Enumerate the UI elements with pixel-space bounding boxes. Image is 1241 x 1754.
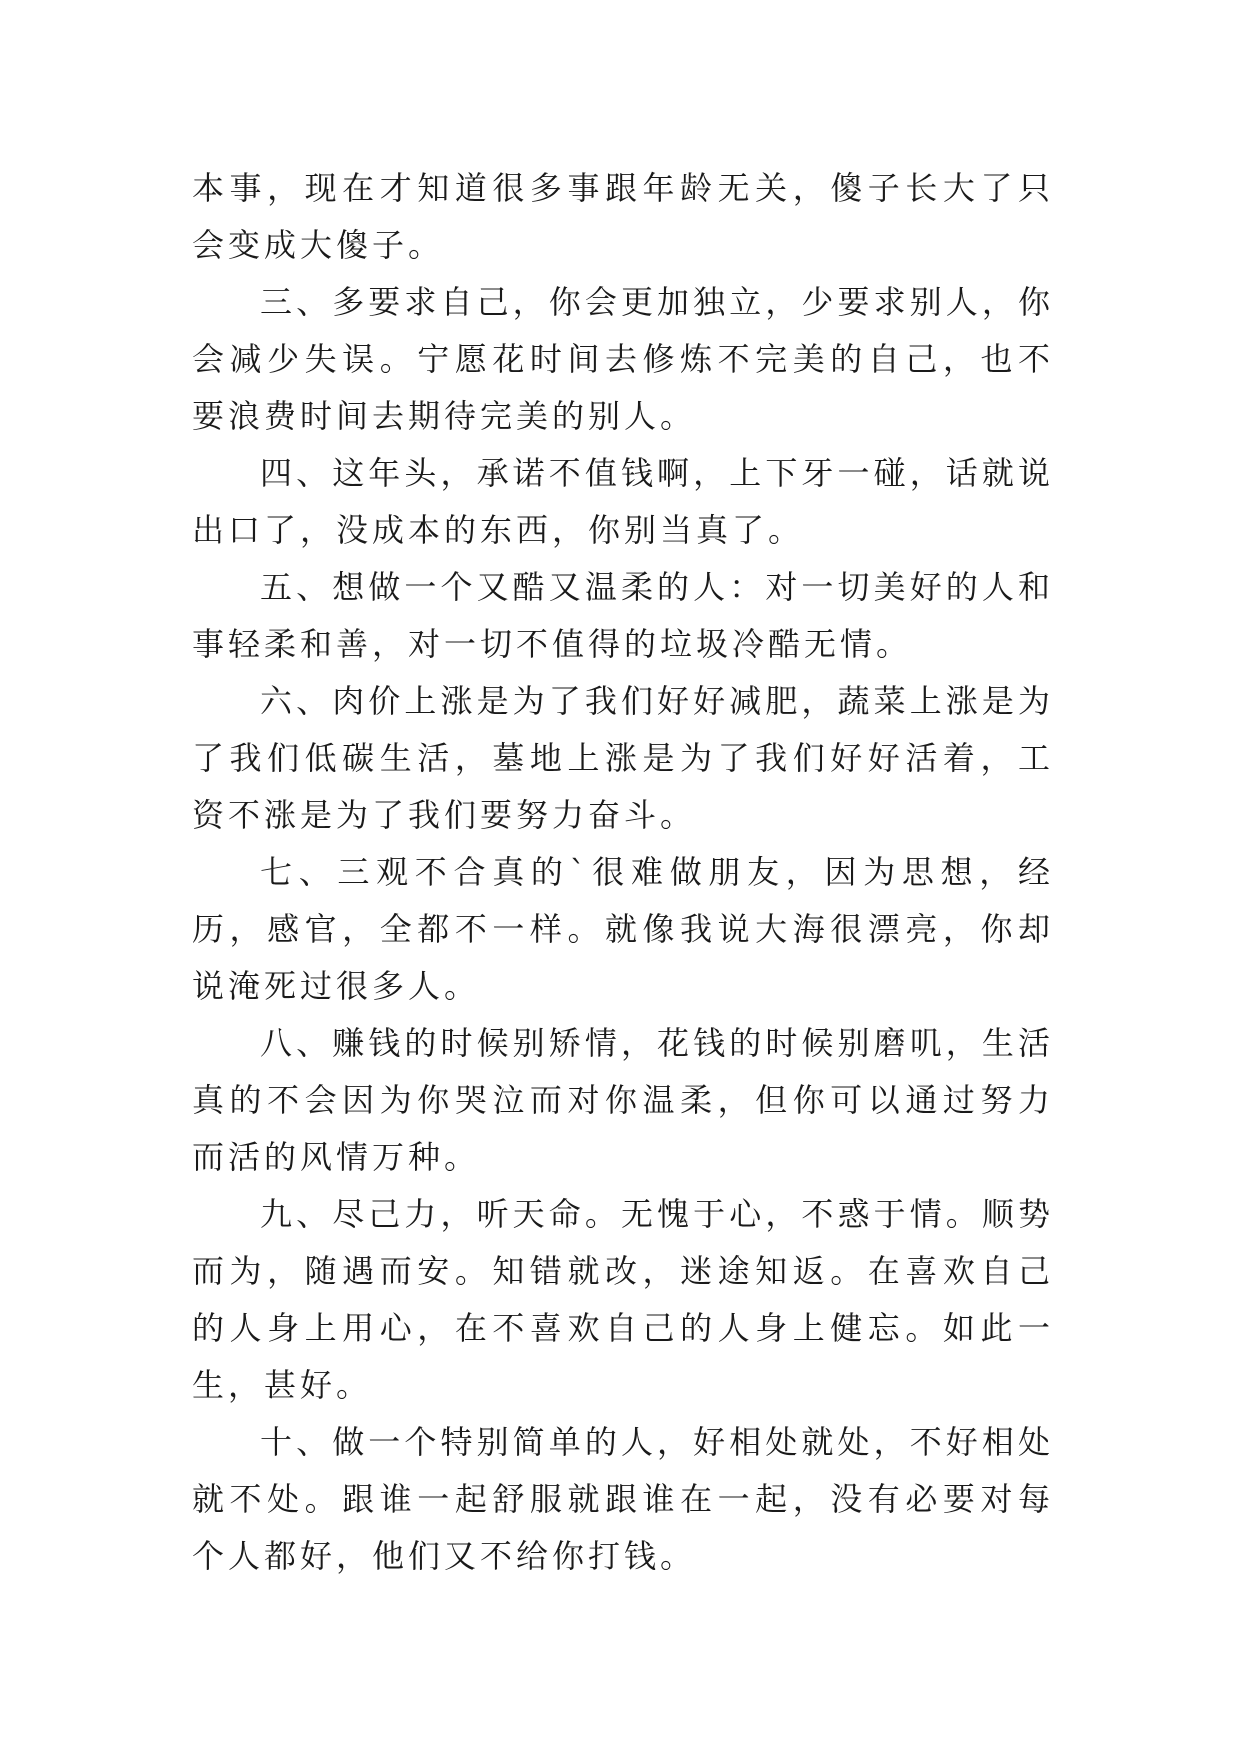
paragraph-item-3: 三、多要求自己，你会更加独立，少要求别人，你会减少失误。宁愿花时间去修炼不完美的自己，也不要浪费时间去期待完美的别人。 (192, 283, 1054, 435)
paragraph-item-4: 四、这年头，承诺不值钱啊，上下牙一碰，话就说出口了，没成本的东西，你别当真了。 (192, 454, 1054, 549)
paragraph-item-9: 九、尽己力，听天命。无愧于心，不惑于情。顺势而为，随遇而安。知错就改，迷途知返。在喜欢自己的人身上用心，在不喜欢自己的人身上健忘。如此一生，甚好。 (192, 1195, 1054, 1404)
paragraph-item-7: 七、三观不合真的`很难做朋友，因为思想，经历，感官，全都不一样。就像我说大海很漂亮，你却说淹死过很多人。 (192, 853, 1054, 1005)
paragraph-item-10: 十、做一个特别简单的人，好相处就处，不好相处就不处。跟谁一起舒服就跟谁在一起，没有必要对每个人都好，他们又不给你打钱。 (192, 1423, 1054, 1575)
paragraph-item-5: 五、想做一个又酷又温柔的人：对一切美好的人和事轻柔和善，对一切不值得的垃圾冷酷无情。 (192, 568, 1054, 663)
document-body (192, 160, 1054, 1585)
paragraph-item-6: 六、肉价上涨是为了我们好好减肥，蔬菜上涨是为了我们低碳生活，墓地上涨是为了我们好好活着，工资不涨是为了我们要努力奋斗。 (192, 682, 1054, 834)
paragraph-continuation: 本事，现在才知道很多事跟年龄无关，傻子长大了只会变成大傻子。 (192, 169, 1054, 264)
paragraph-item-8: 八、赚钱的时候别矫情，花钱的时候别磨叽，生活真的不会因为你哭泣而对你温柔，但你可以通过努力而活的风情万种。 (192, 1024, 1054, 1176)
